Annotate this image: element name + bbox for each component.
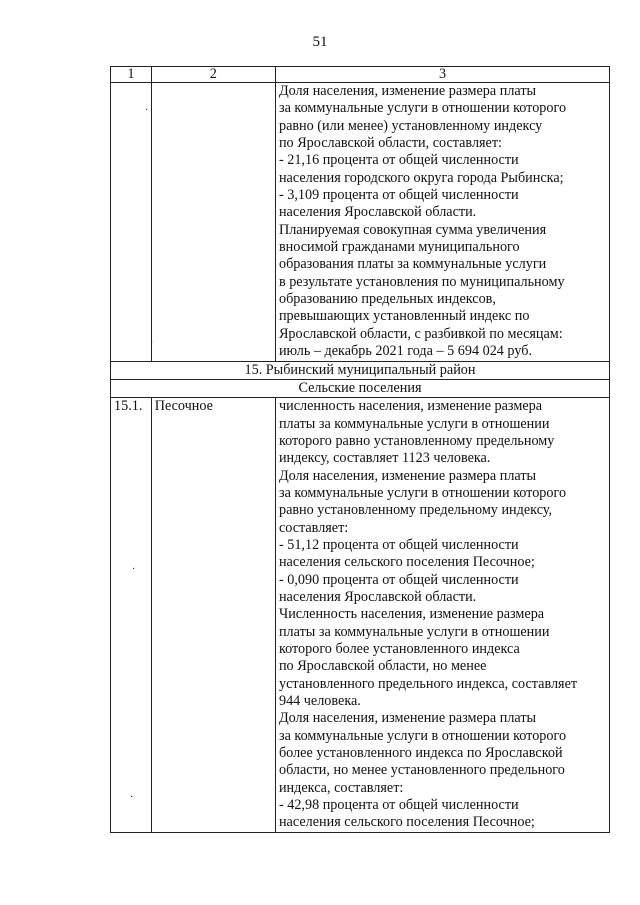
text-line: Ярославской области, с разбивкой по месяцам: <box>278 325 563 342</box>
row-number-cell: 15.1. <box>111 398 152 833</box>
text-line: населения сельского поселения Песочное; <box>278 554 535 571</box>
scan-speck: · <box>132 564 136 575</box>
text-line: платы за коммунальные услуги в отношении <box>278 623 550 640</box>
text-line: вносимой гражданами муниципального <box>278 239 520 256</box>
indices-table <box>110 66 610 833</box>
text-line: индекса, составляет: <box>278 779 404 796</box>
text-line: в результате установления по муниципальному <box>278 273 565 290</box>
text-line: за коммунальные услуги в отношении которого <box>278 100 567 117</box>
row-description-cell <box>275 83 609 362</box>
text-line: Планируемая совокупная сумма увеличения <box>278 221 547 238</box>
text-line: - 3,109 процента от общей численности <box>278 187 519 204</box>
text-line: Численность населения, изменение размера <box>278 606 545 623</box>
text-line: июль – декабрь 2021 года – 5 694 024 руб. <box>278 343 533 360</box>
text-line: населения Ярославской области. <box>278 204 477 221</box>
row-name-cell: Песочное <box>151 398 275 833</box>
page-number: 51 <box>312 34 328 50</box>
header-col-3: 3 <box>275 67 609 83</box>
text-line: - 51,12 процента от общей численности <box>278 536 519 553</box>
text-line: - 21,16 процента от общей численности <box>278 152 519 169</box>
text-line: составляет: <box>278 519 349 536</box>
header-col-1: 1 <box>111 67 152 83</box>
text-line: образованию предельных индексов, <box>278 291 496 308</box>
text-line: по Ярославской области, но менее <box>278 658 487 675</box>
text-line: - 42,98 процента от общей численности <box>278 797 519 814</box>
text-line: области, но менее установленного предельного <box>278 762 565 779</box>
text-line: численность населения, изменение размера <box>278 398 543 415</box>
row-number-cell <box>111 83 152 362</box>
text-line: платы за коммунальные услуги в отношении <box>278 415 550 432</box>
district-heading: 15. Рыбинский муниципальный район <box>111 361 610 379</box>
section-row-rural <box>111 379 610 397</box>
text-line: населения городского округа города Рыбинска; <box>278 169 564 186</box>
text-line: населения Ярославской области. <box>278 588 477 605</box>
text-line: которого равно установленному предельному <box>278 432 555 449</box>
text-line: - 0,090 процента от общей численности <box>278 571 519 588</box>
text-line: более установленного индекса по Ярославской <box>278 745 563 762</box>
text-line: за коммунальные услуги в отношении которого <box>278 484 567 501</box>
text-line: 944 человека. <box>278 693 361 710</box>
text-line: Доля населения, изменение размера платы <box>278 83 537 99</box>
row-name-cell <box>151 83 275 362</box>
text-line: Доля населения, изменение размера платы <box>278 467 537 484</box>
section-row-district <box>111 361 610 379</box>
header-col-2: 2 <box>151 67 275 83</box>
table-row <box>111 398 610 833</box>
text-line: по Ярославской области, составляет: <box>278 135 502 152</box>
text-line: равно (или менее) установленному индексу <box>278 117 543 134</box>
text-line: равно установленному предельному индексу, <box>278 502 553 519</box>
text-line: образования платы за коммунальные услуги <box>278 256 547 273</box>
scan-speck: · <box>130 792 134 803</box>
row-description-cell <box>275 398 609 833</box>
text-line: установленного предельного индекса, составляет <box>278 675 578 692</box>
scan-speck: · <box>150 337 154 348</box>
text-line: превышающих установленный индекс по <box>278 308 530 325</box>
rural-settlements-heading: Сельские поселения <box>111 379 610 397</box>
scan-speck: · <box>145 105 149 116</box>
text-line: Доля населения, изменение размера платы <box>278 710 537 727</box>
text-line: которого более установленного индекса <box>278 641 520 657</box>
table-row <box>111 83 610 362</box>
text-line: за коммунальные услуги в отношении которого <box>278 727 567 744</box>
text-line: населения сельского поселения Песочное; <box>278 814 535 831</box>
text-line: индексу, составляет 1123 человека. <box>278 450 491 467</box>
table-header-row <box>111 67 610 83</box>
